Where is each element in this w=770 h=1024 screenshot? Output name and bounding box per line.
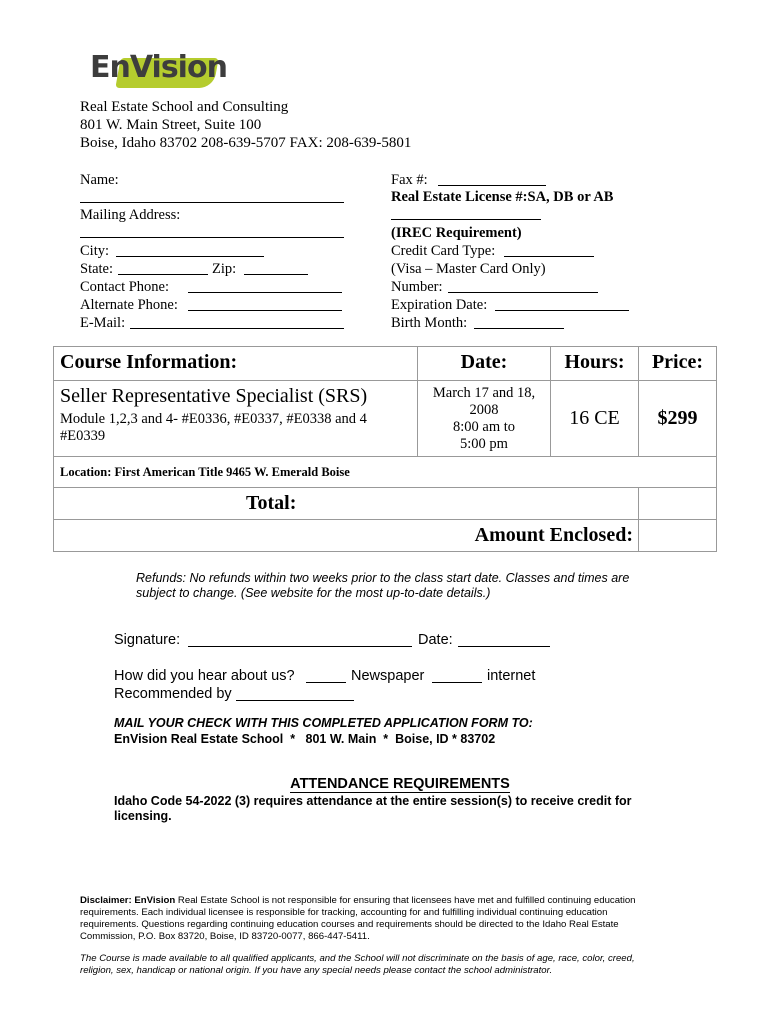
course-name: Seller Representative Specialist (SRS) — [60, 385, 368, 407]
nondiscrimination-note: The Course is made available to all qualified applicants, and the School will not discriminate on the basis of age, race, color, creed, religion, sex, handicap or national origin. If you have any special needs please contact the school administrator. — [80, 953, 635, 976]
recommended-field[interactable] — [236, 700, 354, 701]
credit-card-type-label: Credit Card Type: — [391, 243, 496, 259]
internet-label: internet — [487, 668, 536, 684]
name-field[interactable] — [80, 202, 344, 203]
signature-field[interactable] — [188, 646, 412, 647]
license-field[interactable] — [391, 219, 541, 220]
address-line-1: Real Estate School and Consulting — [80, 99, 289, 115]
mailing-address-field[interactable] — [80, 237, 344, 238]
course-date-cell — [418, 381, 551, 457]
hours-header: Hours: — [551, 347, 639, 381]
attendance-text: Idaho Code 54-2022 (3) requires attendance at the entire session(s) to receive credit for licensing. — [114, 794, 632, 823]
refunds-note: Refunds: No refunds within two weeks prior to the class start date. Classes and times are subject to change. (See website for the most up-to-date details.) — [136, 571, 630, 600]
email-label: E-Mail: — [80, 315, 126, 331]
state-field[interactable] — [118, 274, 208, 275]
price-header: Price: — [639, 347, 717, 381]
course-location: Location: First American Title 9465 W. Emerald Boise — [54, 457, 717, 488]
course-info-cell — [54, 381, 418, 457]
logo-text: EnVision — [90, 50, 227, 85]
hear-question: How did you hear about us? — [114, 668, 295, 684]
date-header: Date: — [418, 347, 551, 381]
fax-label: Fax #: — [391, 172, 428, 188]
card-note: (Visa – Master Card Only) — [391, 261, 546, 277]
signature-date-label: Date: — [418, 632, 453, 648]
card-number-field[interactable] — [448, 292, 598, 293]
card-number-label: Number: — [391, 279, 443, 295]
course-header: Course Information: — [54, 347, 418, 381]
zip-label: Zip: — [212, 261, 237, 277]
newspaper-field[interactable] — [306, 682, 346, 683]
birth-month-field[interactable] — [474, 328, 564, 329]
expiration-date-field[interactable] — [495, 310, 629, 311]
mail-address: EnVision Real Estate School * 801 W. Main * Boise, ID * 83702 — [114, 732, 496, 746]
credit-card-type-field[interactable] — [504, 256, 594, 257]
birth-month-label: Birth Month: — [391, 315, 468, 331]
contact-phone-label: Contact Phone: — [80, 279, 170, 295]
signature-date-field[interactable] — [458, 646, 550, 647]
address-line-3: Boise, Idaho 83702 208-639-5707 FAX: 208-639-5801 — [80, 135, 412, 151]
date-line: 2008 — [469, 402, 499, 418]
course-price: $299 — [639, 381, 717, 457]
city-field[interactable] — [116, 256, 264, 257]
mail-instruction: MAIL YOUR CHECK WITH THIS COMPLETED APPLICATION FORM TO: — [114, 716, 533, 730]
course-hours: 16 CE — [551, 381, 639, 457]
email-field[interactable] — [130, 328, 344, 329]
course-modules: Module 1,2,3 and 4- #E0336, #E0337, #E0338 and 4 #E0339 — [60, 411, 367, 444]
amount-enclosed-field[interactable] — [639, 520, 717, 552]
city-label: City: — [80, 243, 110, 259]
disclaimer-text: Real Estate School is not responsible for ensuring that licensees have met and fulfilled continuing education requirements. Each individual licensee is responsible for tracking, accounting for and fulfilling individual continuing education requirements. Questions regarding continuing education courses and requirements should be directed to the Idaho Real Estate Commission, P.O. Box 83720, Boise, ID 83720-0077, 866-447-5411. — [80, 895, 636, 942]
address-line-2: 801 W. Main Street, Suite 100 — [80, 117, 262, 133]
alternate-phone-field[interactable] — [188, 310, 342, 311]
date-line: March 17 and 18, — [432, 385, 536, 401]
disclaimer-label: Disclaimer: EnVision — [80, 895, 176, 906]
state-label: State: — [80, 261, 114, 277]
mailing-address-label: Mailing Address: — [80, 207, 181, 223]
total-field[interactable] — [639, 488, 717, 520]
zip-field[interactable] — [244, 274, 308, 275]
internet-field[interactable] — [432, 682, 482, 683]
attendance-title-wrap — [0, 776, 770, 792]
recommended-label: Recommended by — [114, 686, 232, 702]
total-label: Total: — [54, 488, 639, 520]
disclaimer — [80, 895, 645, 943]
name-label: Name: — [80, 172, 119, 188]
alternate-phone-label: Alternate Phone: — [80, 297, 178, 313]
date-line: 5:00 pm — [460, 436, 508, 452]
contact-phone-field[interactable] — [188, 292, 342, 293]
signature-label: Signature: — [114, 632, 181, 648]
irec-requirement: (IREC Requirement) — [391, 225, 522, 241]
attendance-title: ATTENDANCE REQUIREMENTS — [290, 776, 510, 792]
newspaper-label: Newspaper — [351, 668, 425, 684]
expiration-date-label: Expiration Date: — [391, 297, 488, 313]
date-line: 8:00 am to — [452, 419, 516, 435]
license-label: Real Estate License #:SA, DB or AB — [391, 189, 614, 205]
amount-enclosed-label: Amount Enclosed: — [54, 520, 639, 552]
course-table — [53, 346, 717, 552]
fax-field[interactable] — [438, 185, 546, 186]
